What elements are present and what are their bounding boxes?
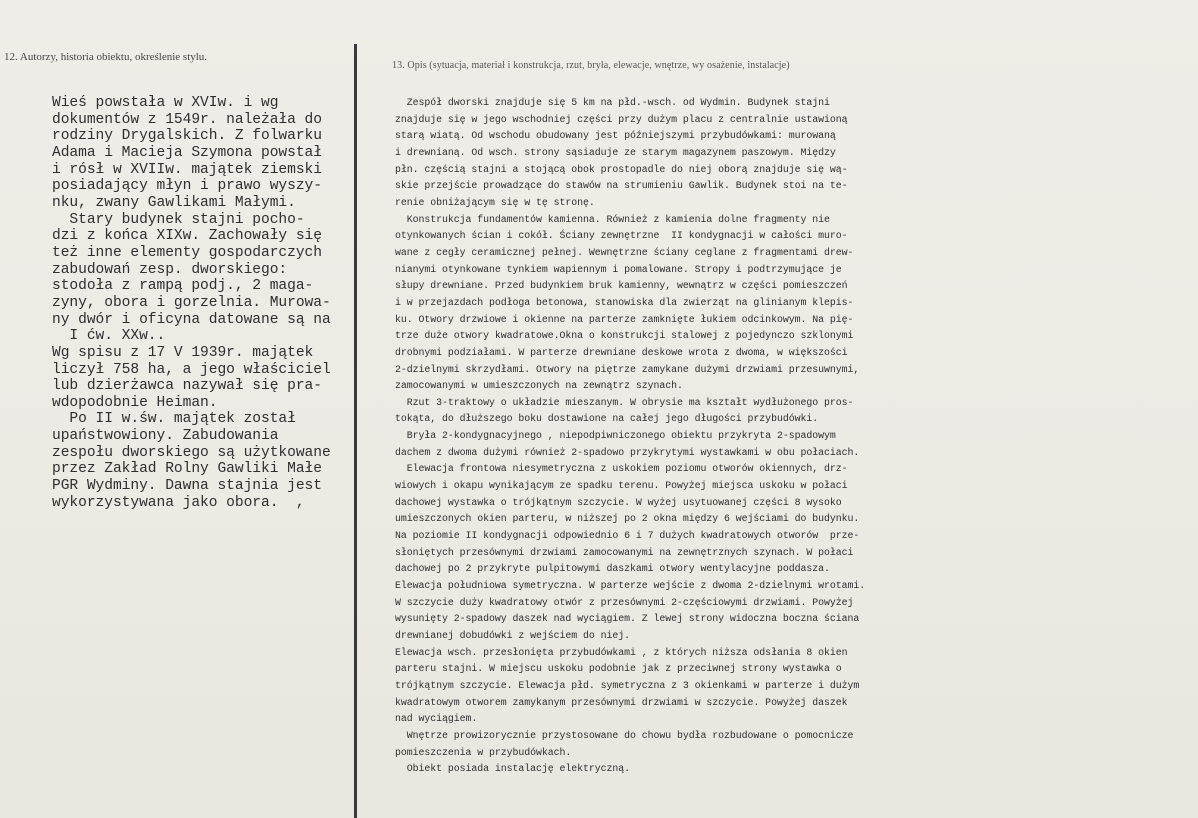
text-line: W szczycie duży kwadratowy otwór z przesównymi 2-częściowymi drzwiami. Powyżej xyxy=(395,596,854,608)
text-line: Elewacja południowa symetryczna. W parterze wejście z dwoma 2-dzielnymi wrotami. xyxy=(395,580,866,592)
text-line: dachowej wystawka o trójkątnym szczycie. W wyżej usytuowanej części 8 wysoko xyxy=(395,496,842,508)
text-line: skie przejście prowadzące do stawów na strumieniu Gawlik. Budynek stoi na te- xyxy=(395,180,848,192)
text-line: dachem z dwoma dużymi również 2-spadowo przykrytymi wystawkami w obu połaciach. xyxy=(395,446,860,458)
text-line: wane z cegły ceramicznej pełnej. Wewnętrzne ściany ceglane z fragmentami drew- xyxy=(395,246,854,258)
text-line: umieszczonych okien parteru, w niższej po 2 okna między 6 wejściami do budynku. xyxy=(395,513,860,525)
text-line: renie obniżającym się w tę stronę. xyxy=(395,196,595,208)
text-line: liczył 758 ha, a jego właściciel xyxy=(52,361,331,378)
text-line: ny dwór i oficyna datowane są na xyxy=(52,311,331,328)
text-line: tokąta, do dłuższego boku dostawione na całej jego długości przybudówki. xyxy=(395,413,819,425)
text-line: kwadratowym otworem zamykanym przesównymi drzwiami w szczycie. Powyżej daszek xyxy=(395,696,848,708)
text-line: pomieszczenia w przybudówkach. xyxy=(395,746,572,758)
text-line: starą wiatą. Od wschodu obudowany jest późniejszymi przybudówkami: murowaną xyxy=(395,130,836,142)
text-line: nad wyciągiem. xyxy=(395,713,478,725)
text-line: Stary budynek stajni pocho- xyxy=(52,211,305,228)
text-line: wiowych i okapu wynikającym ze spadku terenu. Powyżej miejsca uskoku w połaci xyxy=(395,480,848,492)
text-line: Obiekt posiada instalację elektryczną. xyxy=(395,763,631,775)
text-line: też inne elementy gospodarczych xyxy=(52,244,322,261)
text-line: znajduje się w jego wschodniej części przy dużym placu z centralnie ustawioną xyxy=(395,113,848,125)
text-line: nianymi otynkowane tynkiem wapiennym i pomalowane. Stropy i podtrzymujące je xyxy=(395,263,842,275)
text-line: Elewacja frontowa niesymetryczna z uskokiem poziomu otworów okiennych, drz- xyxy=(395,463,848,475)
text-line: lub dzierżawca nazywał się pra- xyxy=(52,378,322,395)
text-line: Bryła 2-kondygnacyjnego , niepodpiwniczonego obiektu przykryta 2-spadowym xyxy=(395,430,836,442)
text-line: i w przejazdach podłoga betonowa, stanowiska dla zwierząt na glinianym klepis- xyxy=(395,296,854,308)
text-line: otynkowanych ścian i cokół. Ściany zewnętrzne II kondygnacji w całości muro- xyxy=(395,230,848,242)
text-line: Adama i Macieja Szymona powstał xyxy=(52,144,322,161)
text-line: zespołu dworskiego są użytkowane xyxy=(52,444,331,461)
text-line: wykorzystywana jako obora. , xyxy=(52,494,305,511)
text-line: drewnianej dobudówki z wejściem do niej. xyxy=(395,630,631,641)
text-line: dachowej po 2 przykryte pulpitowymi daszkami otwory wentylacyjne poddasza. xyxy=(395,563,830,575)
column-divider xyxy=(354,44,357,818)
text-line: Wnętrze prowizorycznie przystosowane do chowu bydła rozbudowane o pomocnicze xyxy=(395,729,854,741)
text-line: PGR Wydminy. Dawna stajnia jest xyxy=(52,478,322,495)
text-line: dzi z końca XIXw. Zachowały się xyxy=(52,228,322,245)
text-line: zamocowanymi w umieszczonych na zewnątrz szynach. xyxy=(395,380,683,392)
text-line: Elewacja wsch. przesłonięta przybudówkami , z których niższa odsłania 8 okien xyxy=(395,646,848,658)
text-line: i drewnianą. Od wsch. strony sąsiaduje ze starym magazynem paszowym. Między xyxy=(395,146,836,158)
text-line: Na poziomie II kondygnacji odpowiednio 6 i 7 dużych kwadratowych otworów prze- xyxy=(395,530,860,542)
text-line: 2-dzielnymi skrzydłami. Otwory na piętrze zamykane dużymi drzwiami przesuwnymi, xyxy=(395,363,860,375)
section-13-header: 13. Opis (sytuacja, materiał i konstrukcja, rzut, bryła, elewacje, wnętrze, wy osażenie, instalacje) xyxy=(392,60,790,71)
text-line: nku, zwany Gawlikami Małymi. xyxy=(52,194,296,211)
text-line: i rósł w XVIIw. majątek ziemski xyxy=(52,161,322,178)
text-line: dokumentów z 1549r. należała do xyxy=(52,111,322,128)
history-text-column xyxy=(52,95,352,511)
text-line: płn. częścią stajni a stojącą obok prostopadle do niej oborą znajduje się wą- xyxy=(395,163,848,175)
text-line: I ćw. XXw.. xyxy=(52,328,166,345)
text-line: słupy drewniane. Przed budynkiem bruk kamienny, wewnątrz w części pomieszczeń xyxy=(395,280,848,292)
description-text-column xyxy=(395,95,1195,778)
text-line: przez Zakład Rolny Gawliki Małe xyxy=(52,461,322,478)
text-line: wysunięty 2-spadowy daszek nad wyciągiem. Z lewej strony widoczna boczna ściana xyxy=(395,613,860,625)
section-12-header: 12. Autorzy, historia obiektu, określenie stylu. xyxy=(4,51,208,63)
text-line: ku. Otwory drzwiowe i okienne na parterze zamknięte łukiem odcinkowym. Na pię- xyxy=(395,313,854,325)
text-line: drobnymi podziałami. W parterze drewniane deskowe wrota z dwoma, w większości xyxy=(395,346,848,358)
text-line: zyny, obora i gorzelnia. Murowa- xyxy=(52,294,331,311)
text-line: upaństwowiony. Zabudowania xyxy=(52,428,279,445)
text-line: wdopodobnie Heiman. xyxy=(52,394,218,411)
text-line: rodziny Drygalskich. Z folwarku xyxy=(52,128,322,145)
text-line: Zespół dworski znajduje się 5 km na płd.-wsch. od Wydmin. Budynek stajni xyxy=(395,97,830,108)
text-line: Po II w.św. majątek został xyxy=(52,411,296,428)
text-line: zabudowań zesp. dworskiego: xyxy=(52,261,288,278)
text-line: Konstrukcja fundamentów kamienna. Również z kamienia dolne fragmenty nie xyxy=(395,213,830,225)
text-line: parteru stajni. W miejscu uskoku podobnie jak z przeciwnej strony wystawka o xyxy=(395,663,842,675)
text-line: słoniętych przesównymi drzwiami zamocowanymi na zewnętrznych szynach. W połaci xyxy=(395,546,854,558)
text-line: posiadający młyn i prawo wyszy- xyxy=(52,178,322,195)
text-line: trze duże otwory kwadratowe.Okna o konstrukcji stalowej z pojedynczo szklonymi xyxy=(395,330,854,342)
text-line: Wieś powstała w XVIw. i wg xyxy=(52,95,279,111)
text-line: trójkątnym szczycie. Elewacja płd. symetryczna z 3 okienkami w parterze i dużym xyxy=(395,679,860,691)
text-line: Wg spisu z 17 V 1939r. majątek xyxy=(52,344,314,361)
text-line: stodoła z rampą podj., 2 maga- xyxy=(52,278,314,295)
text-line: Rzut 3-traktowy o układzie mieszanym. W obrysie ma kształt wydłużonego pros- xyxy=(395,396,854,408)
